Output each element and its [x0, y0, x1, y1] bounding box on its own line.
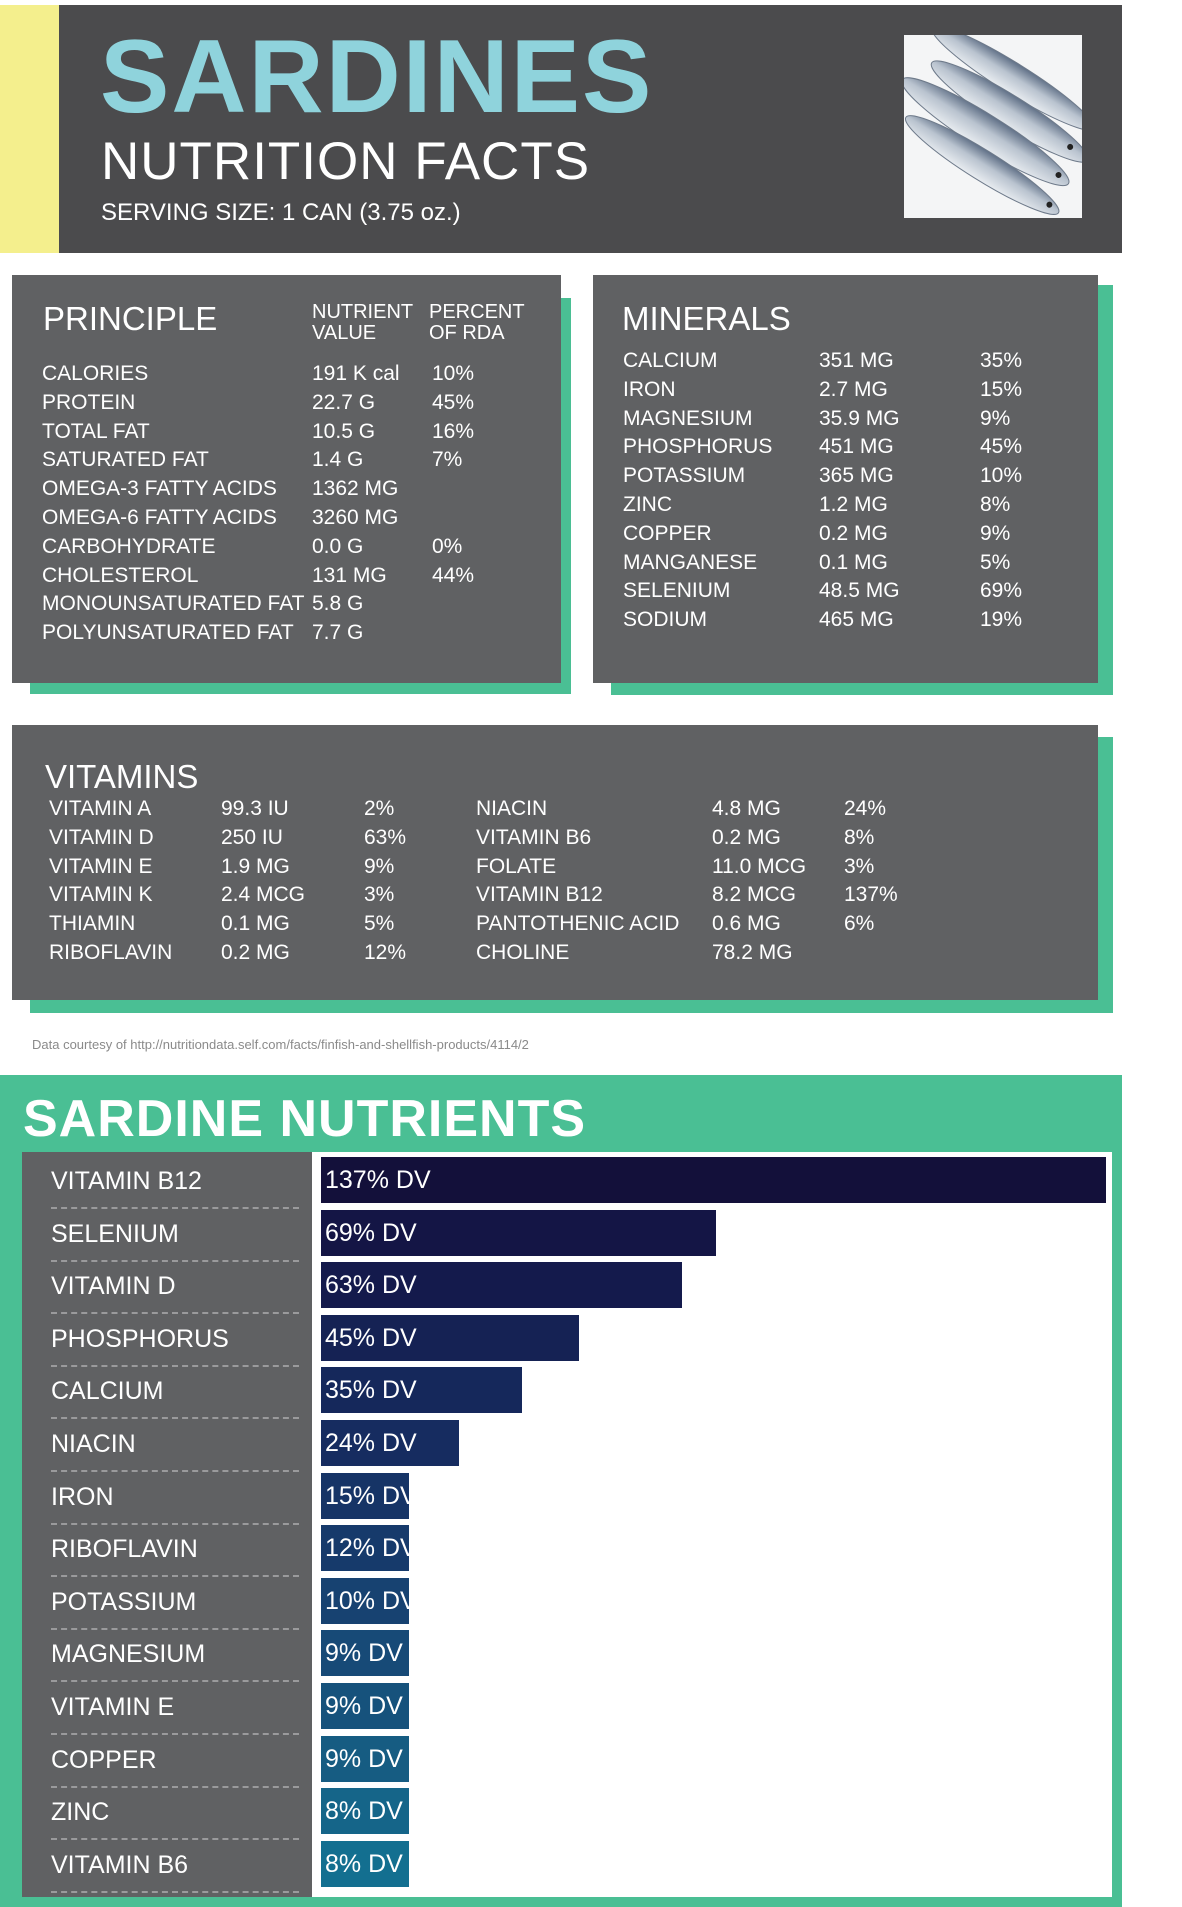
bar — [321, 1157, 1106, 1203]
row-value: 99.3 IU — [221, 797, 289, 820]
row-value: 8.2 MCG — [712, 883, 797, 907]
row-value: 0.0 G — [312, 534, 364, 558]
row-value: 4.8 MG — [712, 797, 781, 820]
bar — [321, 1367, 522, 1413]
chart-category-labels — [22, 1152, 312, 1897]
row-name: CALORIES — [42, 362, 149, 385]
vitamins-list-right — [476, 795, 936, 968]
row-name: SODIUM — [623, 608, 707, 632]
row-pct: 44% — [432, 563, 475, 587]
table-row — [623, 606, 1093, 635]
row-pct: 2% — [364, 797, 395, 820]
table-row — [42, 475, 552, 504]
bar — [321, 1736, 409, 1782]
row-name: VITAMIN E — [49, 854, 153, 878]
row-value: 11.0 MCG — [712, 854, 807, 878]
bar-value-label: 35% DV — [325, 1376, 417, 1405]
row-name: VITAMIN K — [49, 883, 153, 907]
row-pct: 10% — [432, 362, 475, 385]
row-name: VITAMIN A — [49, 797, 152, 820]
bar — [321, 1841, 409, 1887]
minerals-title: MINERALS — [622, 300, 791, 337]
category-label: RIBOFLAVIN — [51, 1525, 299, 1577]
table-row — [42, 389, 552, 418]
table-row — [42, 562, 552, 591]
table-row — [623, 549, 1093, 578]
row-value: 131 MG — [312, 563, 387, 587]
data-source-note: Data courtesy of http://nutritiondata.self.com/facts/finfish-and-shellfish-products/4114/2 — [32, 1037, 529, 1052]
row-pct: 9% — [980, 406, 1011, 430]
category-label: ZINC — [51, 1788, 299, 1840]
row-pct: 9% — [364, 854, 395, 878]
chart-title: SARDINE NUTRIENTS — [23, 1090, 587, 1148]
row-value: 465 MG — [819, 608, 894, 632]
row-pct: 3% — [364, 883, 395, 907]
table-row — [476, 881, 936, 910]
row-pct: 69% — [980, 579, 1023, 603]
row-name: PROTEIN — [42, 390, 136, 414]
table-row — [49, 939, 469, 968]
row-value: 1.2 MG — [819, 492, 888, 516]
bar — [321, 1525, 417, 1571]
row-value: 451 MG — [819, 435, 894, 459]
row-value: 351 MG — [819, 349, 894, 372]
category-label: COPPER — [51, 1736, 299, 1788]
row-value: 365 MG — [819, 464, 894, 488]
table-row — [623, 462, 1093, 491]
row-pct: 15% — [980, 377, 1023, 401]
row-name: POLYUNSATURATED FAT — [42, 621, 294, 645]
row-value: 3260 MG — [312, 505, 399, 529]
bar-value-label: 137% DV — [325, 1166, 431, 1194]
bar — [321, 1262, 682, 1308]
row-name: VITAMIN B6 — [476, 825, 592, 849]
bar-value-label: 69% DV — [325, 1218, 417, 1247]
table-row — [476, 910, 936, 939]
chart-plot-area — [312, 1152, 1112, 1897]
row-value: 250 IU — [221, 825, 283, 849]
table-row — [42, 619, 552, 648]
row-name: RIBOFLAVIN — [49, 940, 173, 964]
row-value: 0.2 MG — [712, 825, 781, 849]
row-pct: 16% — [432, 419, 475, 443]
table-row — [42, 533, 552, 562]
row-value: 78.2 MG — [712, 940, 793, 964]
row-value: 0.6 MG — [712, 912, 781, 936]
principle-list — [42, 360, 552, 648]
row-value: 10.5 G — [312, 419, 376, 443]
principle-panel — [12, 275, 561, 683]
row-value: 1.9 MG — [221, 854, 290, 878]
nutrient-value-header: NUTRIENT VALUE — [312, 301, 414, 344]
table-row — [49, 853, 469, 882]
row-name: OMEGA-3 FATTY ACIDS — [42, 477, 277, 501]
table-row — [49, 824, 469, 853]
table-row — [42, 504, 552, 533]
table-row — [42, 360, 552, 389]
bar-value-label: 45% DV — [325, 1323, 417, 1352]
row-name: THIAMIN — [49, 912, 136, 936]
row-name: COPPER — [623, 521, 712, 545]
row-value: 1.4 G — [312, 448, 364, 472]
bar-value-label: 9% DV — [325, 1744, 403, 1773]
row-value: 22.7 G — [312, 390, 376, 414]
bar — [321, 1315, 579, 1361]
table-row — [476, 853, 936, 882]
sardine-fish-icon — [904, 35, 1082, 218]
row-value: 2.4 MCG — [221, 883, 306, 907]
serving-size: SERVING SIZE: 1 CAN (3.75 oz.) — [101, 199, 461, 226]
row-pct: 7% — [432, 448, 463, 472]
minerals-list — [623, 347, 1093, 635]
row-pct: 6% — [844, 912, 875, 936]
bar-value-label: 8% DV — [325, 1797, 403, 1826]
bar — [321, 1630, 409, 1676]
table-row — [623, 347, 1093, 376]
bar-value-label: 15% DV — [325, 1481, 417, 1510]
row-name: CALCIUM — [623, 349, 718, 372]
category-label: IRON — [51, 1473, 299, 1525]
page-subtitle: NUTRITION FACTS — [101, 132, 591, 191]
row-value: 2.7 MG — [819, 377, 888, 401]
row-value: 48.5 MG — [819, 579, 900, 603]
row-pct: 35% — [980, 349, 1023, 372]
row-name: FOLATE — [476, 854, 557, 878]
bar-value-label: 24% DV — [325, 1429, 417, 1457]
bar-value-label: 10% DV — [325, 1586, 417, 1615]
row-name: VITAMIN B12 — [476, 883, 603, 907]
category-label: PHOSPHORUS — [51, 1315, 299, 1367]
row-name: IRON — [623, 377, 676, 401]
row-pct: 10% — [980, 464, 1023, 488]
row-name: ZINC — [623, 492, 672, 516]
table-row — [623, 491, 1093, 520]
row-pct: 5% — [980, 550, 1011, 574]
bar-value-label: 12% DV — [325, 1534, 417, 1563]
table-row — [623, 376, 1093, 405]
row-name: VITAMIN D — [49, 825, 154, 849]
row-name: SELENIUM — [623, 579, 731, 603]
percent-rda-header: PERCENT OF RDA — [429, 301, 525, 344]
row-value: 35.9 MG — [819, 406, 900, 430]
category-label: VITAMIN B12 — [51, 1157, 299, 1209]
bar — [321, 1578, 417, 1624]
accent-strip — [0, 5, 59, 253]
row-value: 0.1 MG — [819, 550, 888, 574]
category-label: NIACIN — [51, 1420, 299, 1472]
row-value: 191 K cal — [312, 362, 400, 385]
table-row — [49, 910, 469, 939]
table-row — [623, 433, 1093, 462]
header-banner — [59, 5, 1122, 253]
row-pct: 63% — [364, 825, 407, 849]
row-name: CHOLESTEROL — [42, 563, 199, 587]
row-name: MONOUNSATURATED FAT — [42, 592, 305, 616]
table-row — [623, 520, 1093, 549]
row-pct: 45% — [980, 435, 1023, 459]
row-value: 0.1 MG — [221, 912, 290, 936]
sardines-photo — [904, 35, 1082, 218]
minerals-panel — [593, 275, 1098, 683]
row-value: 0.2 MG — [221, 940, 290, 964]
table-row — [42, 446, 552, 475]
table-row — [49, 881, 469, 910]
row-pct: 9% — [980, 521, 1011, 545]
bar — [321, 1210, 716, 1256]
row-name: POTASSIUM — [623, 464, 746, 488]
row-pct: 24% — [844, 797, 887, 820]
page-title: SARDINES — [100, 19, 654, 135]
row-pct: 5% — [364, 912, 395, 936]
row-pct: 3% — [844, 854, 875, 878]
table-row — [42, 590, 552, 619]
bar-value-label: 9% DV — [325, 1692, 403, 1720]
bar — [321, 1788, 409, 1834]
category-label: VITAMIN E — [51, 1683, 299, 1735]
category-label: VITAMIN B6 — [51, 1841, 299, 1893]
vitamins-title: VITAMINS — [45, 758, 199, 795]
row-pct: 8% — [980, 492, 1011, 516]
bar — [321, 1473, 417, 1519]
row-value: 7.7 G — [312, 621, 364, 645]
table-row — [42, 418, 552, 447]
table-row — [623, 577, 1093, 606]
row-pct: 8% — [844, 825, 875, 849]
bar-value-label: 8% DV — [325, 1849, 403, 1878]
row-pct: 137% — [844, 883, 898, 907]
table-row — [476, 824, 936, 853]
row-name: PHOSPHORUS — [623, 435, 773, 459]
vitamins-list-left — [49, 795, 469, 968]
row-value: 0.2 MG — [819, 521, 888, 545]
category-label: VITAMIN D — [51, 1262, 299, 1314]
row-name: OMEGA-6 FATTY ACIDS — [42, 505, 277, 529]
table-row — [476, 795, 936, 824]
principle-title: PRINCIPLE — [43, 300, 218, 337]
row-name: MANGANESE — [623, 550, 758, 574]
row-name: TOTAL FAT — [42, 419, 150, 443]
row-pct: 0% — [432, 534, 463, 558]
category-label: SELENIUM — [51, 1210, 299, 1262]
table-row — [623, 405, 1093, 434]
bar-value-label: 63% DV — [325, 1271, 417, 1300]
row-name: PANTOTHENIC ACID — [476, 912, 680, 936]
bar — [321, 1683, 409, 1729]
row-name: NIACIN — [476, 797, 548, 820]
row-value: 1362 MG — [312, 477, 399, 501]
category-label: CALCIUM — [51, 1367, 299, 1419]
category-label: MAGNESIUM — [51, 1630, 299, 1682]
vitamins-panel — [12, 725, 1098, 1000]
row-name: CARBOHYDRATE — [42, 534, 216, 558]
bar — [321, 1420, 459, 1466]
table-row — [476, 939, 936, 968]
row-pct: 45% — [432, 390, 475, 414]
category-label: POTASSIUM — [51, 1578, 299, 1630]
row-pct: 19% — [980, 608, 1023, 632]
row-pct: 12% — [364, 940, 407, 964]
bar-value-label: 9% DV — [325, 1639, 403, 1668]
table-row — [49, 795, 469, 824]
row-name: CHOLINE — [476, 940, 570, 964]
row-name: MAGNESIUM — [623, 406, 753, 430]
row-name: SATURATED FAT — [42, 448, 209, 472]
row-value: 5.8 G — [312, 592, 364, 616]
